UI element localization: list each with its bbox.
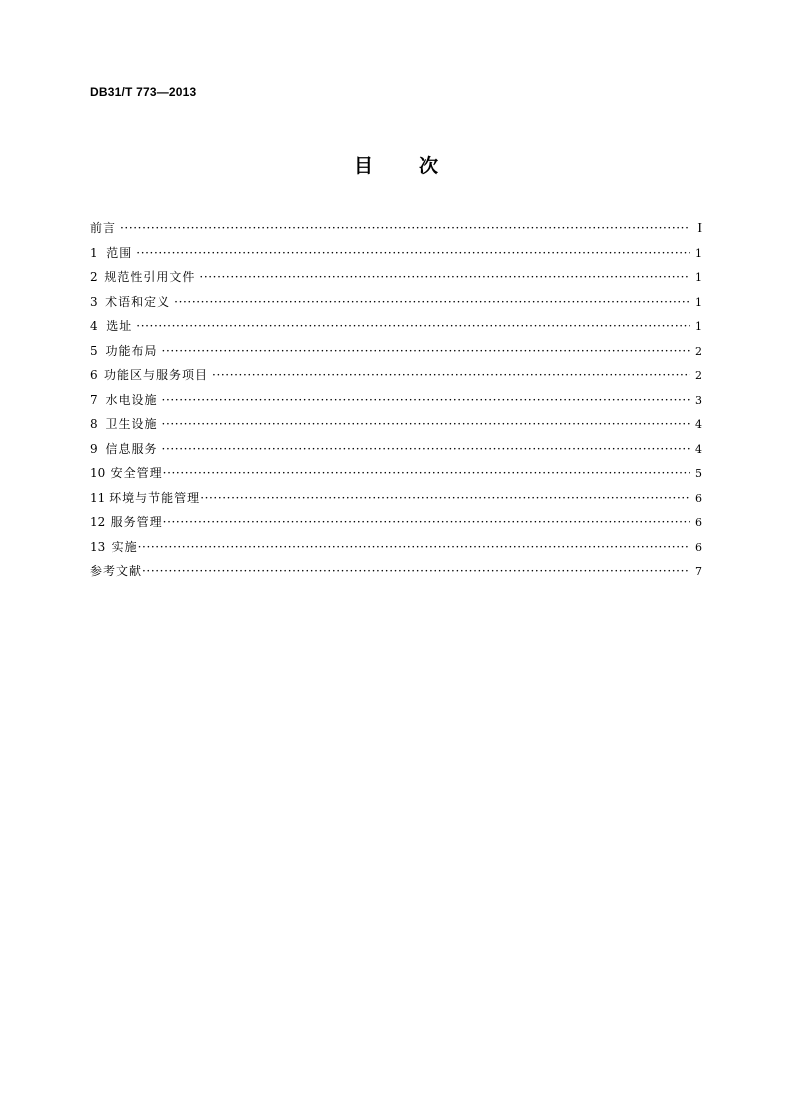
toc-leader-dots: [162, 339, 690, 364]
toc-leader-dots: [162, 412, 690, 437]
toc-entry-number: 10: [90, 466, 106, 480]
toc-entry-page: 6: [695, 540, 702, 554]
toc-entry-number: 9: [90, 441, 98, 456]
toc-entry-references[interactable]: [90, 559, 702, 584]
toc-entry-label: 环境与节能管理: [109, 490, 201, 505]
toc-entry-number: 7: [90, 392, 98, 407]
toc-entry-page: 2: [695, 369, 702, 382]
toc-leader-dots: [138, 535, 690, 560]
toc-entry-2[interactable]: [90, 265, 702, 290]
toc-entry-label: 功能布局: [105, 343, 158, 358]
toc-entry-number: 4: [90, 319, 98, 333]
toc-entry-3[interactable]: [90, 290, 702, 315]
toc-entry-number: 5: [90, 343, 98, 358]
toc-entry-page: 4: [695, 442, 702, 456]
toc-leader-dots: [174, 290, 690, 315]
toc-entry-13[interactable]: [90, 535, 702, 560]
toc-entry-number: 3: [90, 294, 98, 309]
toc-list: [90, 216, 702, 584]
toc-leader-dots: [136, 314, 690, 339]
toc-entry-4[interactable]: [90, 314, 702, 339]
toc-entry-number: 1: [90, 245, 98, 260]
toc-entry-5[interactable]: [90, 339, 702, 364]
toc-entry-number: 13: [90, 539, 106, 554]
toc-leader-dots: [120, 216, 690, 241]
toc-entry-7[interactable]: [90, 388, 702, 413]
toc-title-part2: 次: [419, 155, 439, 177]
toc-entry-label: 术语和定义: [105, 294, 171, 309]
toc-entry-page: 7: [695, 565, 702, 578]
toc-entry-page: 6: [695, 516, 702, 529]
toc-leader-dots: [162, 388, 690, 413]
toc-entry-number: 6: [90, 368, 98, 382]
toc-entry-page: 6: [695, 491, 702, 505]
toc-entry-8[interactable]: [90, 412, 702, 437]
toc-entry-10[interactable]: [90, 461, 702, 486]
toc-leader-dots: [163, 461, 690, 486]
toc-entry-number: 12: [90, 515, 106, 529]
toc-title-part1: 目: [353, 155, 373, 177]
toc-leader-dots: [199, 265, 690, 290]
toc-entry-label: 安全管理: [110, 466, 163, 480]
toc-entry-page: 5: [695, 467, 702, 480]
toc-leader-dots: [162, 437, 690, 462]
toc-entry-number: 8: [90, 417, 98, 431]
toc-entry-label: 前言: [90, 221, 117, 235]
toc-entry-label: 规范性引用文件: [104, 270, 196, 284]
toc-entry-label: 实施: [111, 539, 138, 554]
toc-entry-label: 水电设施: [105, 392, 158, 407]
toc-entry-page: 1: [695, 271, 702, 284]
toc-entry-label: 卫生设施: [105, 417, 158, 431]
toc-entry-page: 1: [695, 320, 702, 333]
document-code: DB31/T 773—2013: [90, 85, 197, 99]
toc-entry-page: 2: [695, 344, 702, 358]
toc-entry-number: 11: [90, 490, 106, 505]
toc-leader-dots: [136, 241, 690, 266]
toc-entry-label: 信息服务: [105, 441, 158, 456]
toc-entry-11[interactable]: [90, 486, 702, 511]
toc-entry-foreword[interactable]: [90, 216, 702, 241]
toc-entry-9[interactable]: [90, 437, 702, 462]
toc-entry-page: 4: [695, 418, 702, 431]
toc-entry-label: 服务管理: [110, 515, 163, 529]
toc-entry-page: 1: [695, 295, 702, 309]
toc-entry-number: 2: [90, 270, 98, 284]
toc-leader-dots: [163, 510, 690, 535]
toc-entry-12[interactable]: [90, 510, 702, 535]
toc-leader-dots: [200, 486, 690, 511]
toc-entry-label: 功能区与服务项目: [104, 368, 209, 382]
toc-leader-dots: [142, 559, 690, 584]
toc-entry-label: 范围: [106, 245, 133, 260]
toc-entry-label: 选址: [106, 319, 133, 333]
toc-title: [0, 151, 792, 178]
toc-entry-label: 参考文献: [90, 564, 143, 578]
toc-entry-1[interactable]: [90, 241, 702, 266]
toc-entry-page: 3: [695, 393, 702, 407]
toc-leader-dots: [212, 363, 690, 388]
toc-entry-page: 1: [695, 246, 702, 260]
toc-entry-page: I: [697, 221, 702, 236]
toc-entry-6[interactable]: [90, 363, 702, 388]
